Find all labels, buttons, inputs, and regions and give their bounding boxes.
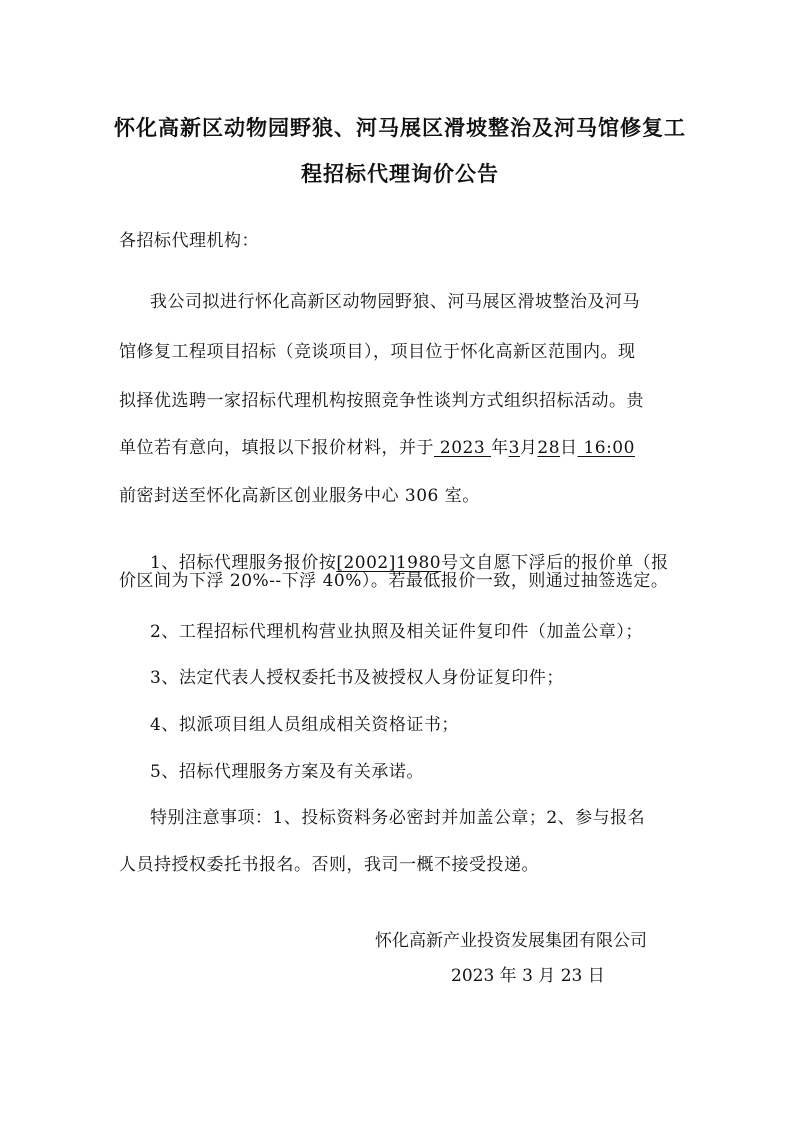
item-2: 2、工程招标代理机构营业执照及相关证件复印件（加盖公章）；	[150, 622, 643, 642]
item-5: 5、招标代理服务方案及有关承诺。	[150, 762, 424, 782]
title-line-1: 怀化高新区动物园野狼、河马展区滑坡整治及河马馆修复工	[114, 115, 686, 140]
item-1-suffix: 号文自愿下浮后的报价单（报	[441, 553, 669, 573]
signature-company: 怀化高新产业投资发展集团有限公司	[375, 931, 647, 951]
item-1-prefix: 1、招标代理服务报价按	[150, 553, 337, 573]
salutation: 各招标代理机构：	[119, 231, 259, 251]
deadline-day: 28	[537, 438, 561, 458]
day-char: 日	[560, 438, 578, 458]
title-line-2: 程招标代理询价公告	[301, 161, 499, 186]
intro-line-5-text: 前密封送至怀化高新区创业服务中心 306 室。	[119, 486, 480, 506]
month-char: 月	[519, 438, 538, 458]
intro-line-5	[119, 481, 480, 506]
year-char: 年	[491, 438, 509, 458]
deadline-time: 16:00	[577, 438, 635, 458]
intro-line-4	[119, 433, 635, 458]
deadline-year: 2023	[434, 438, 492, 458]
notice-line-2: 人员持授权委托书报名。否则，我司一概不接受投递。	[119, 855, 539, 875]
item-1-line-2: 价区间为下浮 20%--下浮 40%）。若最低报价一致，则通过抽签选定。	[119, 571, 669, 591]
intro-line-3: 拟择优选聘一家招标代理机构按照竞争性谈判方式组织招标活动。贵	[119, 391, 644, 411]
notice-line-1: 特别注意事项：1、投标资料务必密封并加盖公章；2、参与报名	[150, 808, 646, 828]
intro-line-1: 我公司拟进行怀化高新区动物园野狼、河马展区滑坡整治及河马	[150, 292, 640, 312]
intro-line-4-text: 单位若有意向，填报以下报价材料，并于	[119, 438, 434, 458]
item-4: 4、拟派项目组人员组成相关资格证书；	[150, 715, 459, 735]
item-3: 3、法定代表人授权委托书及被授权人身份证复印件；	[150, 668, 564, 688]
intro-line-2: 馆修复工程项目招标（竞谈项目），项目位于怀化高新区范围内。现	[119, 342, 636, 362]
item-1-doc-number: [2002]1980	[336, 553, 442, 573]
signature-date: 2023 年 3 月 23 日	[451, 966, 605, 986]
deadline-month: 3	[508, 438, 520, 458]
